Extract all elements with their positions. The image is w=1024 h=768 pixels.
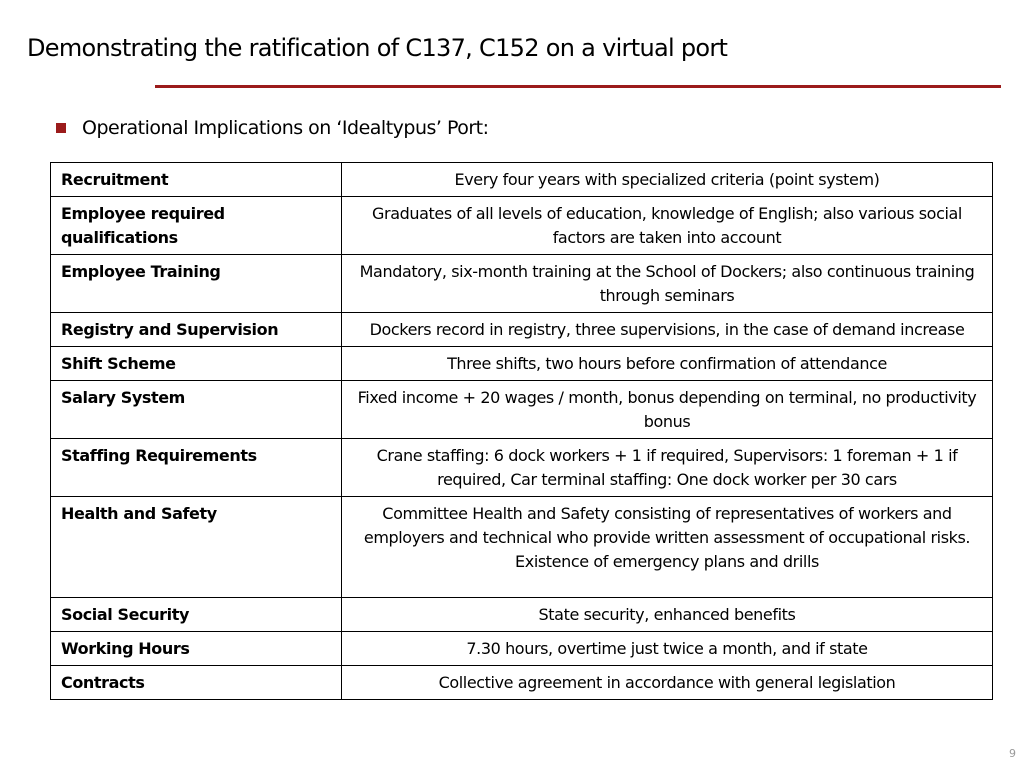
row-value: State security, enhanced benefits (342, 598, 993, 632)
table-row (51, 497, 993, 598)
table-row (51, 347, 993, 381)
table-row (51, 666, 993, 700)
row-value: Committee Health and Safety consisting of representatives of workers and employers and technical who provide written assessment of occupational risks. Existence of emergency plans and drills (342, 497, 993, 598)
row-value: Dockers record in registry, three supervisions, in the case of demand increase (342, 313, 993, 347)
row-label: Shift Scheme (51, 347, 342, 381)
table-row (51, 598, 993, 632)
table-row (51, 197, 993, 255)
row-label: Registry and Supervision (51, 313, 342, 347)
row-label: Working Hours (51, 632, 342, 666)
row-label: Health and Safety (51, 497, 342, 598)
row-label: Social Security (51, 598, 342, 632)
operational-implications-table (50, 162, 993, 700)
row-value: Collective agreement in accordance with general legislation (342, 666, 993, 700)
row-value: Crane staffing: 6 dock workers + 1 if required, Supervisors: 1 foreman + 1 if required, Car terminal staffing: One dock worker per 30 cars (342, 439, 993, 497)
row-value: Three shifts, two hours before confirmation of attendance (342, 347, 993, 381)
row-value: Every four years with specialized criteria (point system) (342, 163, 993, 197)
bullet-text: Operational Implications on ‘Idealtypus’ Port: (82, 117, 489, 139)
bullet-square-icon (56, 123, 66, 133)
row-label: Employee Training (51, 255, 342, 313)
row-value: 7.30 hours, overtime just twice a month, and if state (342, 632, 993, 666)
row-label: Recruitment (51, 163, 342, 197)
row-label: Salary System (51, 381, 342, 439)
row-label: Staffing Requirements (51, 439, 342, 497)
table-row (51, 381, 993, 439)
table-row (51, 255, 993, 313)
row-label: Contracts (51, 666, 342, 700)
table-row (51, 439, 993, 497)
bullet-point (56, 117, 489, 139)
row-label: Employee required qualifications (51, 197, 342, 255)
title-underline (155, 85, 1001, 88)
table-row (51, 632, 993, 666)
table-row (51, 313, 993, 347)
row-value: Graduates of all levels of education, knowledge of English; also various social factors are taken into account (342, 197, 993, 255)
row-value: Fixed income + 20 wages / month, bonus depending on terminal, no productivity bonus (342, 381, 993, 439)
table-row (51, 163, 993, 197)
page-number: 9 (1009, 747, 1016, 760)
row-value: Mandatory, six-month training at the School of Dockers; also continuous training through seminars (342, 255, 993, 313)
slide-title: Demonstrating the ratification of C137, C152 on a virtual port (27, 34, 728, 62)
